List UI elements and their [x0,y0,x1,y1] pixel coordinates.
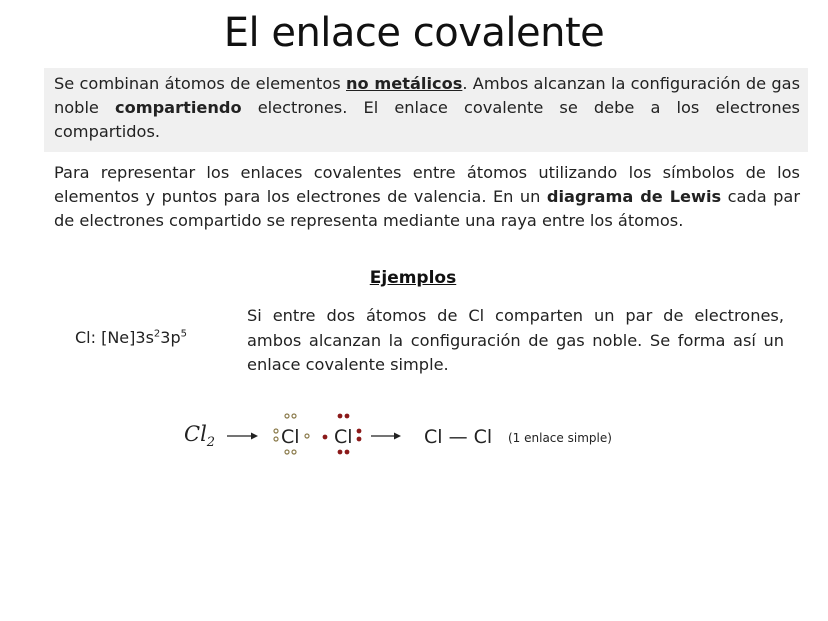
page-title: El enlace covalente [223,10,605,56]
lewis-diagram [0,400,828,480]
example-explanation: Si entre dos átomos de Cl comparten un par de electrones, ambos alcanzan la configuración de gas noble. Se forma así un enlace covalente simple. [247,306,784,374]
bond-product: Cl — Cl [424,426,493,448]
examples-heading: Ejemplos [369,268,457,288]
molecule-formula: $Cl_2$ [184,422,216,450]
lewis-atom-right [323,414,362,455]
bond-note: (1 enlace simple) [508,431,612,445]
arrow-icon [371,433,401,440]
definition-paragraph: Se combinan átomos de elementos no metálicos. Ambos alcanzan la configuración de gas noble compartiendo electrones. El enlace covalente se debe a los electrones compartidos. [54,74,801,141]
electron-configuration: Cl: $[Ne]3s^23p^5$ [75,328,187,347]
bold-underline-term: no metálicos [346,74,463,93]
svg-text:Cl: Cl [334,426,353,448]
lewis-atom-left [274,414,309,454]
lewis-paragraph: Para representar los enlaces covalentes entre átomos utilizando los símbolos de los elementos y puntos para los electrones de valencia. En un diagrama de Lewis cada par de electrones compartido se representa mediante una raya entre los átomos. [54,163,800,230]
svg-text:Cl: Cl [281,426,300,448]
bold-term-lewis: diagrama de Lewis [546,187,722,206]
bold-term: compartiendo [115,98,242,117]
arrow-icon [227,433,258,440]
